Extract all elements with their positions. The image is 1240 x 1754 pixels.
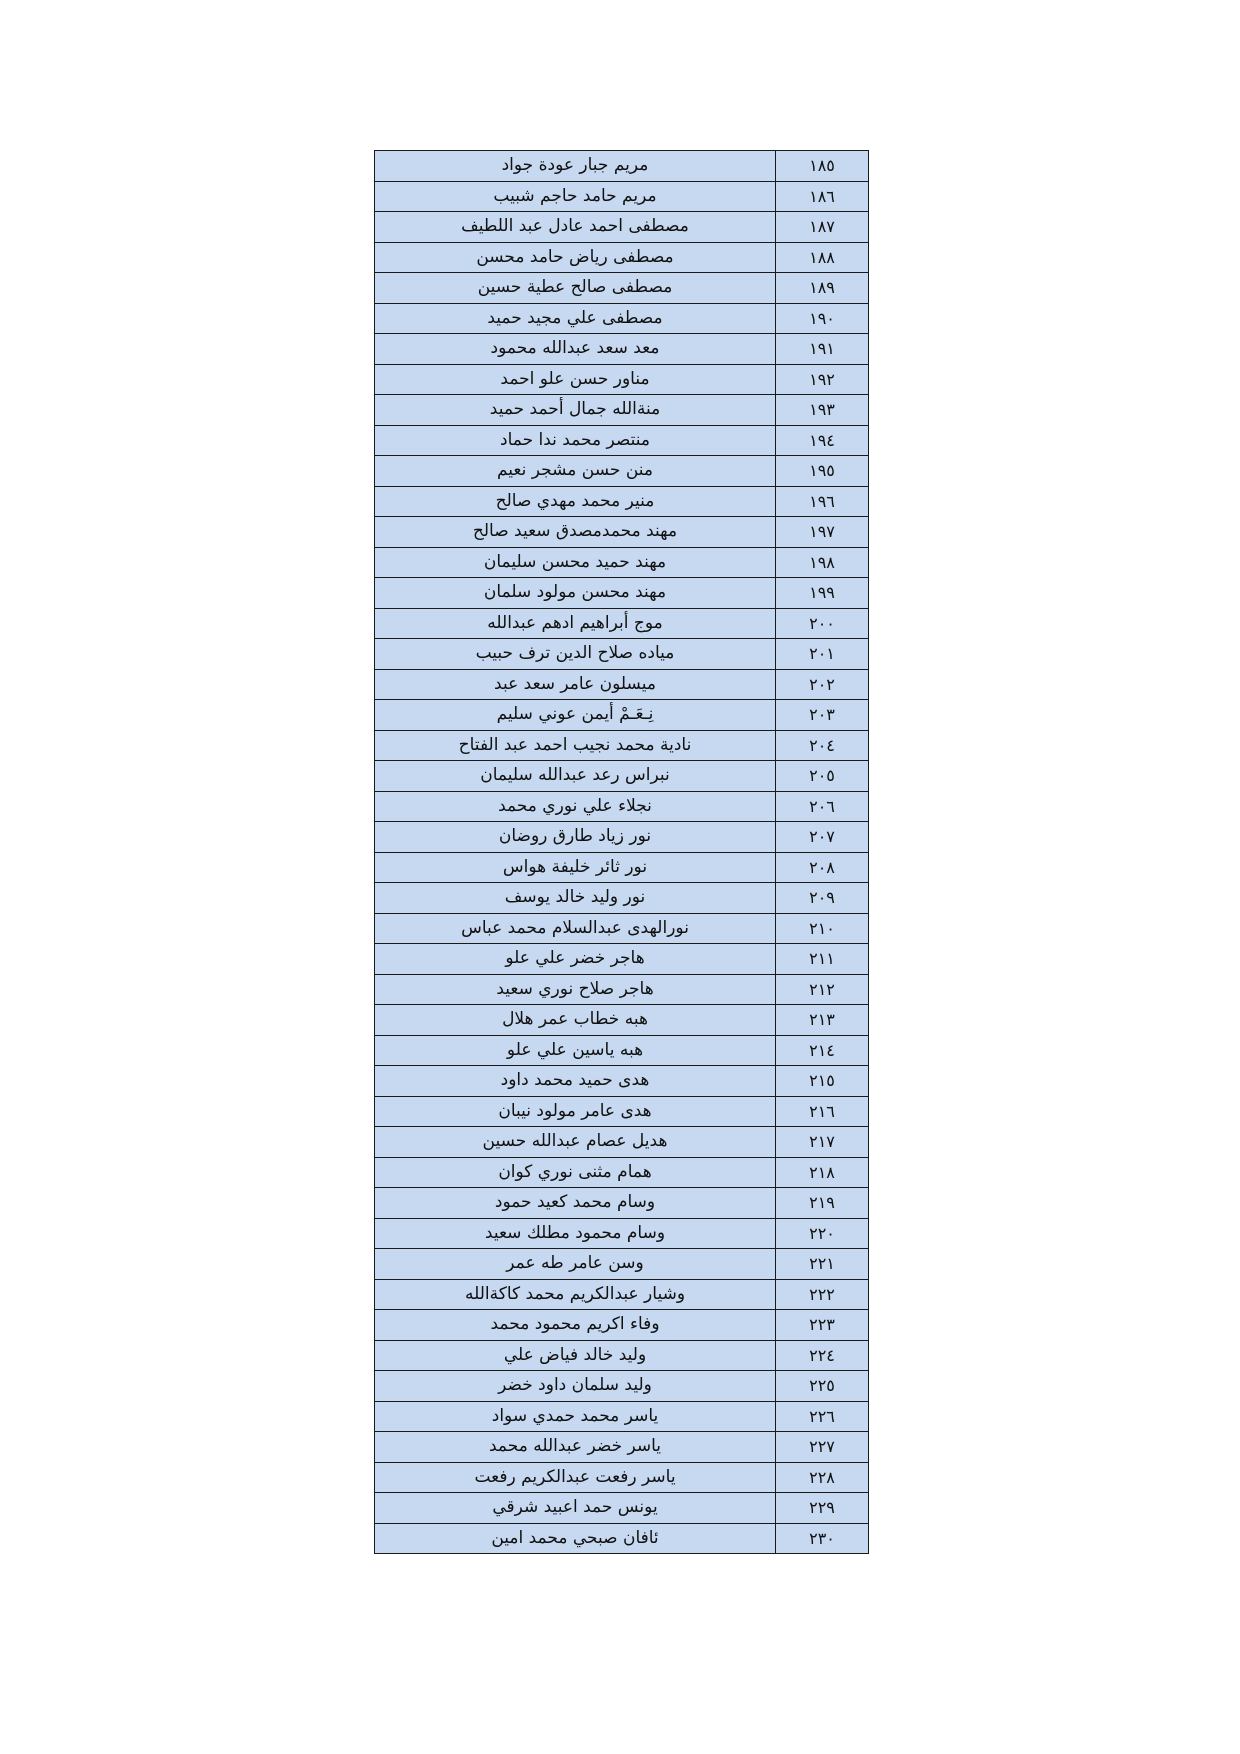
table-row — [375, 364, 869, 395]
row-number-cell: ٢٠٦ — [776, 791, 869, 822]
name-cell: منير محمد مهدي صالح — [375, 486, 776, 517]
row-number-cell: ١٩٢ — [776, 364, 869, 395]
table-row — [375, 1279, 869, 1310]
name-cell: نور ثائر خليفة هواس — [375, 852, 776, 883]
row-number-cell: ٢١٢ — [776, 974, 869, 1005]
row-number-cell: ٢١٠ — [776, 913, 869, 944]
table-row — [375, 1035, 869, 1066]
name-cell: نادية محمد نجيب احمد عبد الفتاح — [375, 730, 776, 761]
table-row — [375, 303, 869, 334]
table-row — [375, 1218, 869, 1249]
name-cell: مريم حامد حاجم شبيب — [375, 181, 776, 212]
name-cell: ياسر محمد حمدي سواد — [375, 1401, 776, 1432]
row-number-cell: ١٩١ — [776, 334, 869, 365]
name-cell: مناور حسن علو احمد — [375, 364, 776, 395]
name-cell: ئافان صبحي محمد امين — [375, 1523, 776, 1554]
row-number-cell: ٢١٥ — [776, 1066, 869, 1097]
table-row — [375, 1340, 869, 1371]
name-cell: مصطفى رياض حامد محسن — [375, 242, 776, 273]
name-cell: نِـعَـمْ أيمن عوني سليم — [375, 700, 776, 731]
name-cell: همام مثنى نوري كوان — [375, 1157, 776, 1188]
name-cell: مهند حميد محسن سليمان — [375, 547, 776, 578]
table-row — [375, 700, 869, 731]
row-number-cell: ١٩٩ — [776, 578, 869, 609]
name-cell: وسام محمود مطلك سعيد — [375, 1218, 776, 1249]
name-cell: هبه ياسين علي علو — [375, 1035, 776, 1066]
row-number-cell: ١٨٦ — [776, 181, 869, 212]
row-number-cell: ٢١١ — [776, 944, 869, 975]
row-number-cell: ١٩٦ — [776, 486, 869, 517]
name-cell: هدى عامر مولود نيبان — [375, 1096, 776, 1127]
row-number-cell: ١٨٥ — [776, 151, 869, 182]
row-number-cell: ٢٢٨ — [776, 1462, 869, 1493]
name-cell: وشيار عبدالكريم محمد كاكةالله — [375, 1279, 776, 1310]
table-row — [375, 944, 869, 975]
row-number-cell: ١٨٧ — [776, 212, 869, 243]
names-table — [374, 150, 869, 1554]
name-cell: مهند محسن مولود سلمان — [375, 578, 776, 609]
table-row — [375, 791, 869, 822]
row-number-cell: ٢٠٠ — [776, 608, 869, 639]
table-row — [375, 1401, 869, 1432]
table-row — [375, 395, 869, 426]
name-cell: نور وليد خالد يوسف — [375, 883, 776, 914]
row-number-cell: ٢٠٣ — [776, 700, 869, 731]
name-cell: نبراس رعد عبدالله سليمان — [375, 761, 776, 792]
row-number-cell: ٢١٩ — [776, 1188, 869, 1219]
table-row — [375, 151, 869, 182]
name-cell: نجلاء علي نوري محمد — [375, 791, 776, 822]
row-number-cell: ١٩٠ — [776, 303, 869, 334]
name-cell: ياسر خضر عبدالله محمد — [375, 1432, 776, 1463]
row-number-cell: ٢٢٠ — [776, 1218, 869, 1249]
name-cell: مريم جبار عودة جواد — [375, 151, 776, 182]
table-row — [375, 1493, 869, 1524]
name-cell: هاجر صلاح نوري سعيد — [375, 974, 776, 1005]
table-row — [375, 822, 869, 853]
table-row — [375, 181, 869, 212]
row-number-cell: ٢٠٨ — [776, 852, 869, 883]
table-row — [375, 425, 869, 456]
table-row — [375, 242, 869, 273]
row-number-cell: ٢٢٥ — [776, 1371, 869, 1402]
table-row — [375, 1462, 869, 1493]
row-number-cell: ١٩٥ — [776, 456, 869, 487]
name-cell: هدى حميد محمد داود — [375, 1066, 776, 1097]
table-row — [375, 1249, 869, 1280]
name-cell: وليد خالد فياض علي — [375, 1340, 776, 1371]
name-cell: مياده صلاح الدين ترف حبيب — [375, 639, 776, 670]
table-row — [375, 1096, 869, 1127]
row-number-cell: ٢١٣ — [776, 1005, 869, 1036]
table-row — [375, 334, 869, 365]
table-row — [375, 273, 869, 304]
row-number-cell: ٢٠٢ — [776, 669, 869, 700]
table-row — [375, 1310, 869, 1341]
name-cell: وسام محمد كعيد حمود — [375, 1188, 776, 1219]
table-row — [375, 852, 869, 883]
row-number-cell: ١٩٧ — [776, 517, 869, 548]
name-cell: يونس حمد اعبيد شرقي — [375, 1493, 776, 1524]
name-cell: مهند محمدمصدق سعيد صالح — [375, 517, 776, 548]
table-row — [375, 456, 869, 487]
table-row — [375, 486, 869, 517]
name-cell: وسن عامر طه عمر — [375, 1249, 776, 1280]
row-number-cell: ٢٣٠ — [776, 1523, 869, 1554]
table-row — [375, 608, 869, 639]
table-row — [375, 1005, 869, 1036]
row-number-cell: ١٨٩ — [776, 273, 869, 304]
name-cell: هديل عصام عبدالله حسين — [375, 1127, 776, 1158]
table-row — [375, 913, 869, 944]
name-cell: منةالله جمال أحمد حميد — [375, 395, 776, 426]
table-row — [375, 669, 869, 700]
table-row — [375, 578, 869, 609]
name-cell: منتصر محمد ندا حماد — [375, 425, 776, 456]
row-number-cell: ٢٠٥ — [776, 761, 869, 792]
name-cell: منن حسن مشجر نعيم — [375, 456, 776, 487]
name-cell: وليد سلمان داود خضر — [375, 1371, 776, 1402]
row-number-cell: ٢١٨ — [776, 1157, 869, 1188]
table-row — [375, 730, 869, 761]
table-row — [375, 1066, 869, 1097]
table-row — [375, 1371, 869, 1402]
name-cell: معد سعد عبدالله محمود — [375, 334, 776, 365]
row-number-cell: ٢٢٤ — [776, 1340, 869, 1371]
row-number-cell: ٢٢٧ — [776, 1432, 869, 1463]
names-table-body — [375, 151, 869, 1554]
row-number-cell: ١٩٣ — [776, 395, 869, 426]
name-cell: هبه خطاب عمر هلال — [375, 1005, 776, 1036]
row-number-cell: ١٩٨ — [776, 547, 869, 578]
table-row — [375, 974, 869, 1005]
name-cell: نورالهدى عبدالسلام محمد عباس — [375, 913, 776, 944]
table-row — [375, 547, 869, 578]
name-cell: ياسر رفعت عبدالكريم رفعت — [375, 1462, 776, 1493]
row-number-cell: ٢١٤ — [776, 1035, 869, 1066]
table-row — [375, 883, 869, 914]
name-cell: موج أبراهيم ادهم عبدالله — [375, 608, 776, 639]
name-cell: مصطفى صالح عطية حسين — [375, 273, 776, 304]
table-row — [375, 761, 869, 792]
row-number-cell: ٢٠٧ — [776, 822, 869, 853]
row-number-cell: ٢٢٩ — [776, 1493, 869, 1524]
row-number-cell: ١٩٤ — [776, 425, 869, 456]
row-number-cell: ٢٢١ — [776, 1249, 869, 1280]
table-row — [375, 1157, 869, 1188]
row-number-cell: ٢١٦ — [776, 1096, 869, 1127]
table-row — [375, 517, 869, 548]
table-row — [375, 1432, 869, 1463]
name-cell: مصطفى علي مجيد حميد — [375, 303, 776, 334]
table-row — [375, 212, 869, 243]
row-number-cell: ٢١٧ — [776, 1127, 869, 1158]
row-number-cell: ٢٠١ — [776, 639, 869, 670]
row-number-cell: ٢٢٣ — [776, 1310, 869, 1341]
table-row — [375, 639, 869, 670]
name-cell: ميسلون عامر سعد عبد — [375, 669, 776, 700]
row-number-cell: ١٨٨ — [776, 242, 869, 273]
name-cell: مصطفى احمد عادل عبد اللطيف — [375, 212, 776, 243]
name-cell: هاجر خضر علي علو — [375, 944, 776, 975]
table-row — [375, 1188, 869, 1219]
name-cell: نور زياد طارق روضان — [375, 822, 776, 853]
table-row — [375, 1523, 869, 1554]
row-number-cell: ٢٢٦ — [776, 1401, 869, 1432]
name-cell: وفاء اكريم محمود محمد — [375, 1310, 776, 1341]
row-number-cell: ٢٢٢ — [776, 1279, 869, 1310]
row-number-cell: ٢٠٤ — [776, 730, 869, 761]
table-row — [375, 1127, 869, 1158]
row-number-cell: ٢٠٩ — [776, 883, 869, 914]
